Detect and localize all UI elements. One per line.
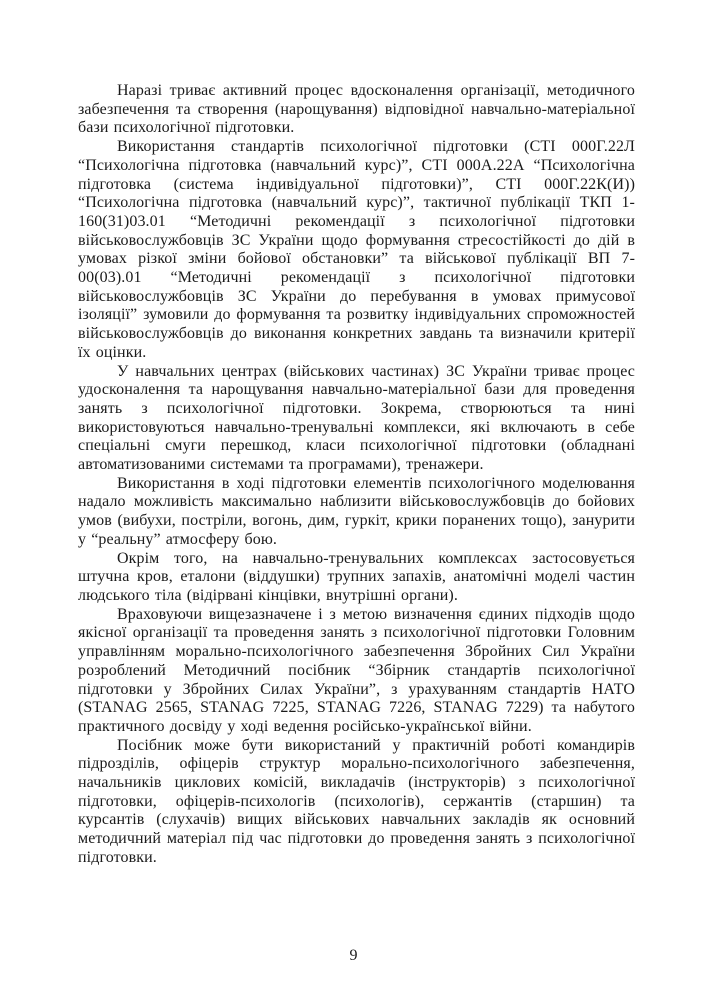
paragraph: Посібник може бути використаний у практичній роботі командирів підрозділів, офіцерів структур морально-психологічного забезпечення, начальників циклових комісій, викладачів (інструкторів) з психологічної підготовки, офіцерів-психологів (психологів), сержантів (старшин) та курсантів (слухачів) вищих військових навчальних закладів як основний методичний матеріал під час підготовки до проведення занять з психологічної підготовки.: [78, 736, 635, 866]
page-number: 9: [349, 947, 358, 964]
paragraph: Використання стандартів психологічної підготовки (СТІ 000Г.22Л “Психологічна підготовка (навчальний курс)”, СТІ 000А.22А “Психологічна підготовка (система індивідуальної підготовки)”, СТІ 000Г.22К(И)) “Психологічна підготовка (навчальний курс)”, тактичної публікації ТКП 1-160(31)03.01 “Методичні рекомендації з психологічної підготовки військовослужбовців ЗС України щодо формування стресостійкості до дій в умовах різкої зміни бойової обстановки” та військової публікації ВП 7-00(03).01 “Методичні рекомендації з психологічної підготовки військовослужбовців ЗС України до перебування в умовах примусової ізоляції” зумовили до формування та розвитку індивідуальних спроможностей військовослужбовців до виконання конкретних завдань та визначили критерії їх оцінки.: [78, 138, 635, 361]
paragraph: Враховуючи вищезазначене і з метою визначення єдиних підходів щодо якісної організації та проведення занять з психологічної підготовки Головним управлінням морально-психологічного забезпечення Збройних Сил України розроблений Методичний посібник “Збірник стандартів психологічної підготовки у Збройних Силах України”, з урахуванням стандартів НАТО (STANAG 2565, STANAG 7225, STANAG 7226, STANAG 7229) та набутого практичного досвіду у ході ведення російсько-української війни.: [78, 605, 635, 735]
paragraph: Використання в ході підготовки елементів психологічного моделювання надало можливість максимально наблизити військовослужбовців до бойових умов (вибухи, постріли, вогонь, дим, гуркіт, крики поранених тощо), занурити у “реальну” атмосферу бою.: [78, 474, 635, 548]
page-text-block: [78, 82, 635, 868]
paragraph: Наразі триває активний процес вдосконалення організації, методичного забезпечення та створення (нарощування) відповідної навчально-матеріальної бази психологічної підготовки.: [78, 82, 635, 137]
paragraph: У навчальних центрах (військових частинах) ЗС України триває процес удосконалення та нарощування навчально-матеріальної бази для проведення занять з психологічної підготовки. Зокрема, створюються та нині використовуються навчально-тренувальні комплекси, які включають в себе спеціальні смуги перешкод, класи психологічної підготовки (обладнані автоматизованими системами та програмами), тренажери.: [78, 362, 635, 474]
paragraph: Окрім того, на навчально-тренувальних комплексах застосовується штучна кров, еталони (віддушки) трупних запахів, анатомічні моделі частин людського тіла (відірвані кінцівки, внутрішні органи).: [78, 549, 635, 604]
